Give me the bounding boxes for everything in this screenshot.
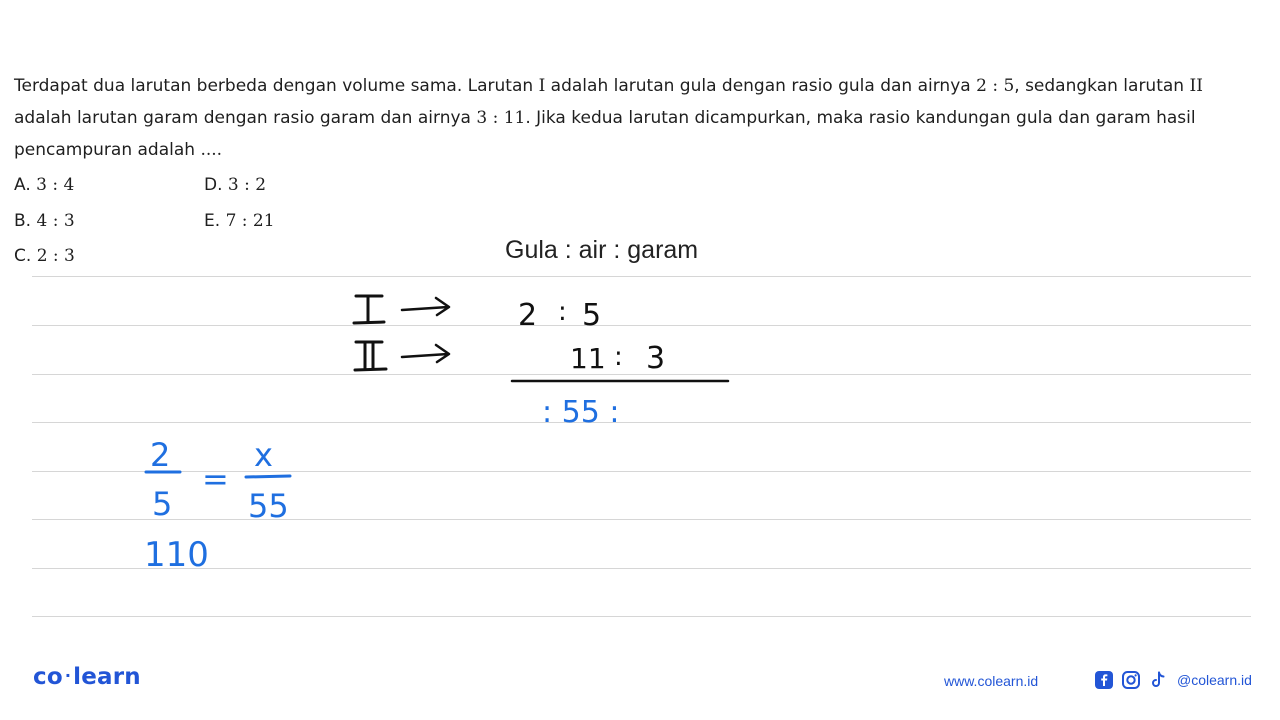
row1-ratio-b: 5	[582, 298, 602, 333]
roman-one-label	[354, 296, 384, 323]
option-letter: C.	[14, 246, 32, 266]
question-math: 3 : 11	[476, 108, 526, 128]
option-letter: A.	[14, 175, 31, 195]
option-letter: E.	[204, 211, 221, 231]
equals-sign: =	[202, 460, 229, 498]
question-math: II	[1189, 76, 1203, 96]
fraction-left-denominator: 5	[152, 485, 173, 523]
question-text-segment: . Jika kedua larutan dicampurkan, maka rasio kandungan gula dan garam hasil pencampuran adalah	[14, 108, 1196, 160]
question-text-segment: Terdapat dua larutan berbeda dengan volume sama. Larutan	[14, 76, 539, 96]
facebook-icon[interactable]	[1094, 670, 1114, 690]
row1-ratio-a: 2	[518, 298, 538, 333]
social-handle[interactable]: @colearn.id	[1177, 672, 1252, 688]
roman-two-label	[355, 342, 386, 370]
question-math: 2 : 5	[976, 76, 1015, 96]
option-value: 3 : 4	[36, 175, 75, 195]
row2-colon: :	[614, 342, 623, 372]
question-text-segment: adalah larutan gula dengan rasio gula dan airnya	[545, 76, 977, 96]
row2-ratio-b: 3	[646, 341, 666, 376]
social-links	[1094, 670, 1252, 690]
question-text-segment: , sedangkan larutan	[1014, 76, 1190, 96]
question-text-segment: adalah larutan garam dengan rasio garam dan airnya	[14, 108, 477, 128]
arrow-icon	[402, 345, 449, 362]
website-link[interactable]: www.colearn.id	[944, 673, 1039, 689]
logo-dot: ·	[64, 666, 72, 685]
fraction-right-denominator: 55	[248, 487, 289, 525]
result-value: 110	[144, 535, 209, 575]
combined-ratio: : 55 :	[542, 395, 620, 430]
option-letter: D.	[204, 175, 223, 195]
logo-text-co: co	[33, 664, 63, 690]
option-value: 4 : 3	[36, 211, 75, 231]
option-value: 7 : 21	[225, 211, 275, 231]
fraction-left-numerator: 2	[150, 436, 171, 474]
option-value: 2 : 3	[36, 246, 75, 266]
colearn-logo	[33, 664, 141, 690]
option-value: 3 : 2	[227, 175, 267, 195]
option-letter: B.	[14, 211, 32, 231]
instagram-icon[interactable]	[1121, 670, 1141, 690]
tiktok-icon[interactable]	[1148, 670, 1168, 690]
row2-ratio-a: 11	[570, 342, 606, 375]
ratio-heading: Gula : air : garam	[505, 236, 699, 264]
question-math: I	[538, 76, 546, 96]
row1-colon: :	[558, 297, 567, 327]
question-math: ....	[200, 140, 223, 160]
logo-text-learn: learn	[73, 664, 141, 690]
fraction-right-numerator: x	[254, 436, 273, 474]
fraction-bar	[246, 476, 290, 477]
arrow-icon	[402, 298, 449, 315]
